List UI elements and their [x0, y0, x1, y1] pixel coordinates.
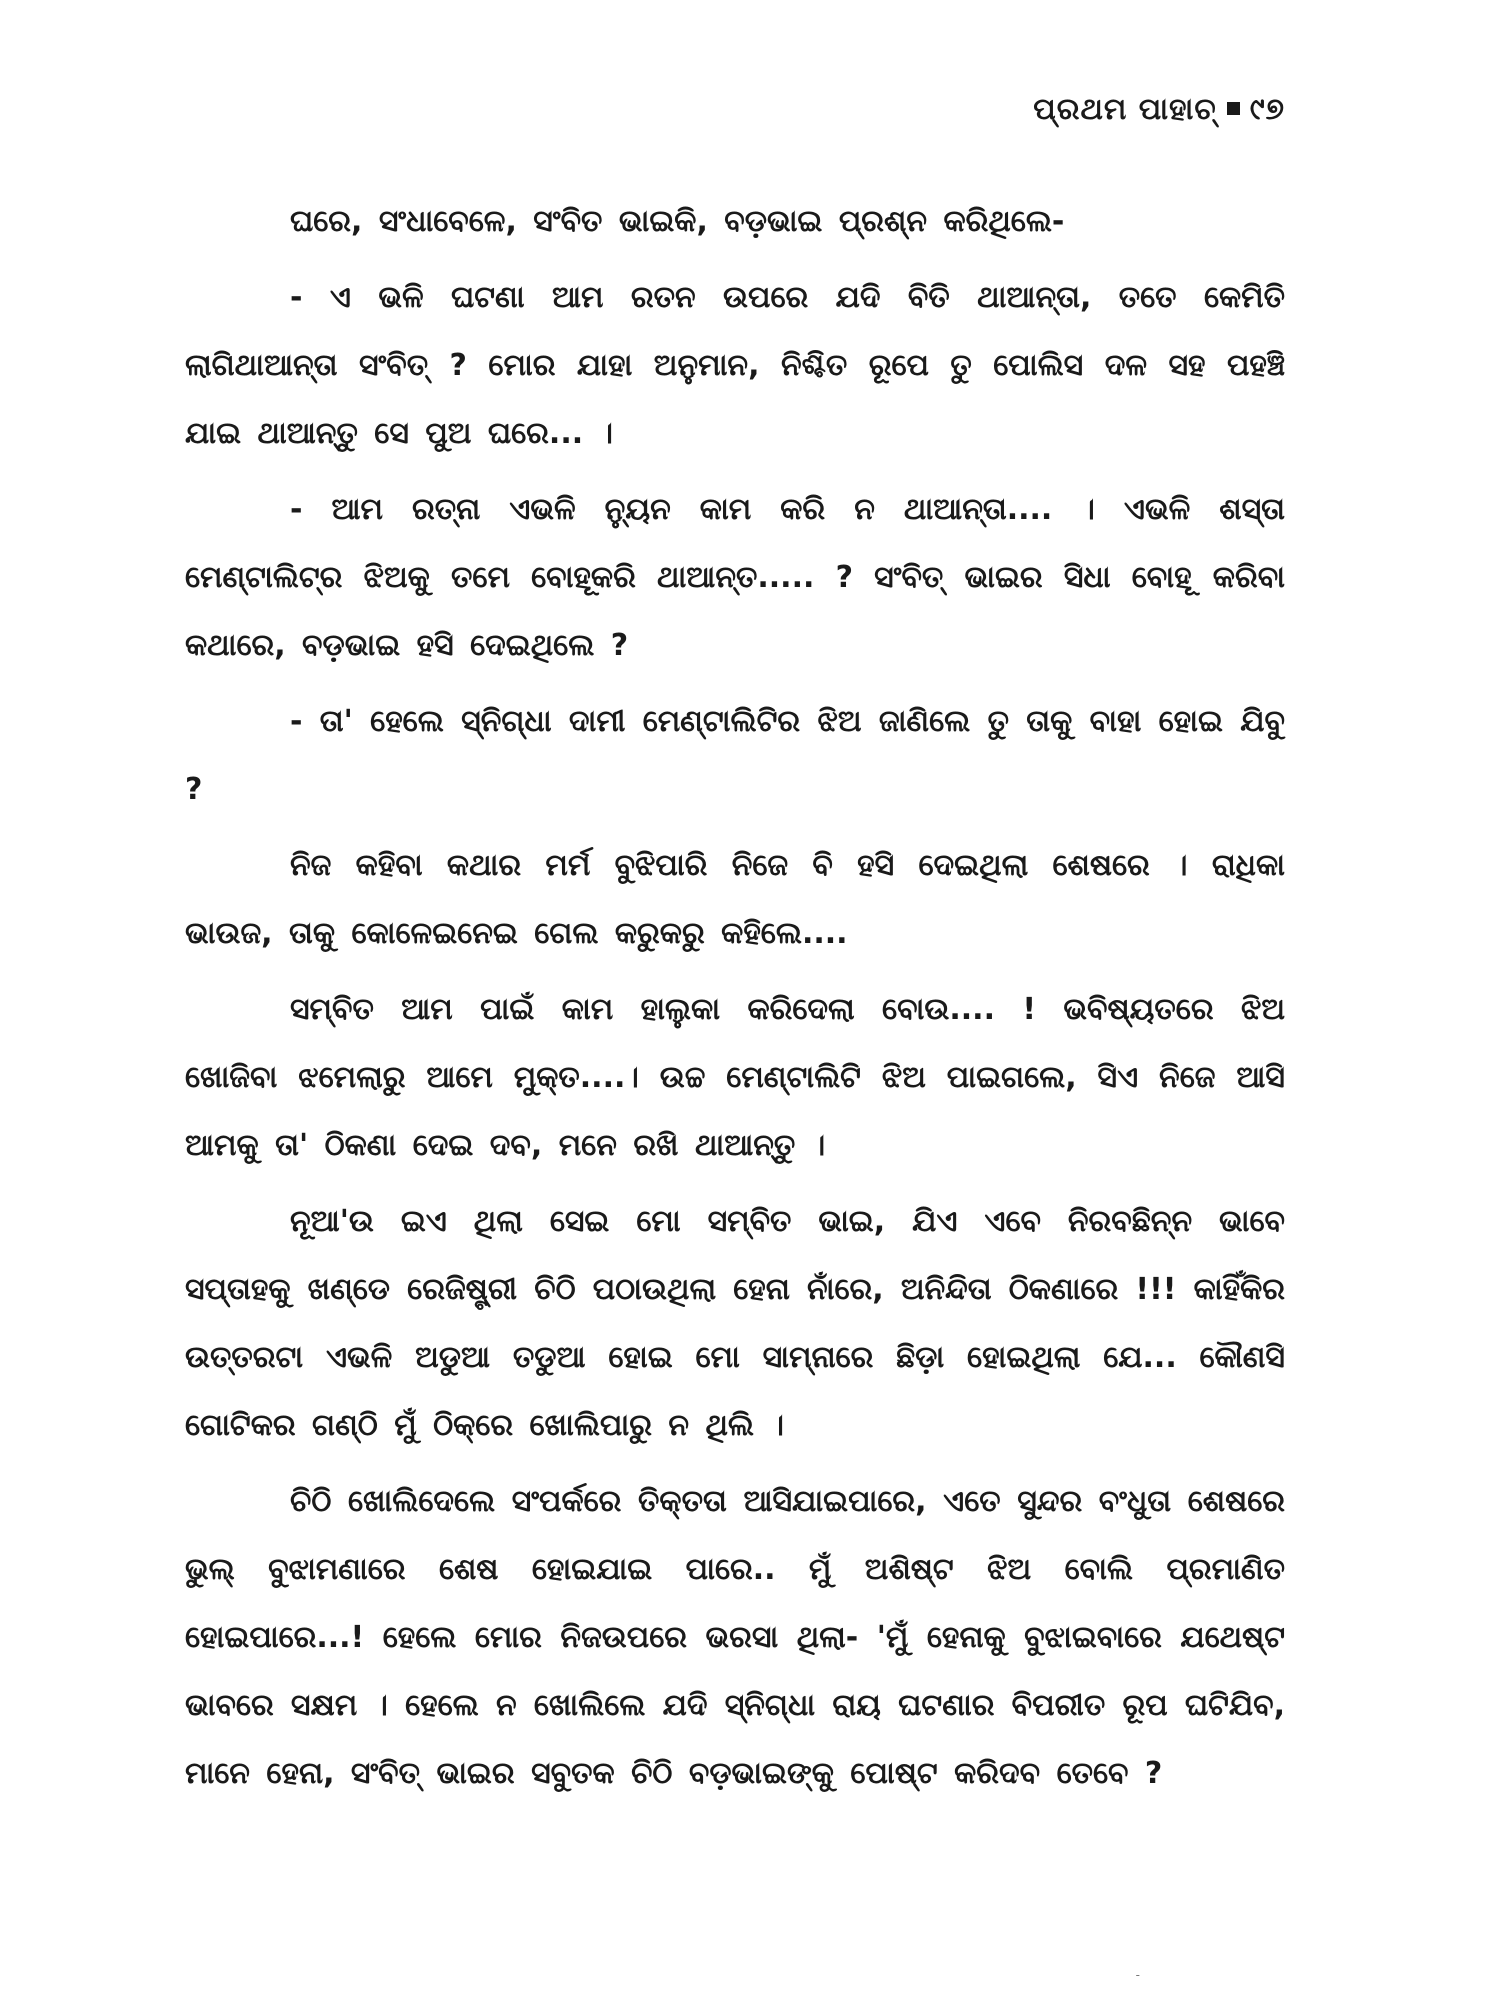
paragraph-4: - ତା' ହେଲେ ସ୍ନିଗ୍ଧା ଦାମୀ ମେଣ୍ଟାଲିଟିର ଝିଅ ଜାଣିଲେ ତୁ ତାକୁ ବାହା ହୋଇ ଯିବୁ ? — [185, 704, 1285, 807]
separator-square-icon — [1227, 102, 1240, 115]
paragraph-7: ନୂଆ'ଉ ଇଏ ଥିଲା ସେଇ ମୋ ସମ୍ବିତ ଭାଇ, ଯିଏ ଏବେ ନିରବଛିନ୍ନ ଭାବେ ସପ୍ତାହକୁ ଖଣ୍ଡେ ରେଜିଷ୍ଟ୍ରୀ ଚିଠି ପଠାଉଥିଲା ହେନା ନାଁରେ, ଅନିନ୍ଦିତା ଠିକଣାରେ !!! କାହିଁକିର ଉତ୍ତରଟା ଏଭଳି ଅଡୁଆ ତଡୁଆ ହୋଇ ମୋ ସାମ୍ନାରେ ଛିଡ଼ା ହୋଇଥିଲା ଯେ... କୌଣସି ଗୋଟିକର ଗଣ୍ଠି ମୁଁ ଠିକ୍‌ରେ ଖୋଲିପାରୁ ନ ଥିଲି । — [185, 1204, 1285, 1443]
paragraph-2: - ଏ ଭଳି ଘଟଣା ଆମ ରତନ ଉପରେ ଯଦି ବିତି ଥାଆନ୍ତା, ତତେ କେମିତି ଲାଗିଥାଆନ୍ତା ସଂବିତ୍ ? ମୋର ଯାହା ଅନୁମାନ, ନିଶ୍ଚିତ ରୂପେ ତୁ ପୋଲିସ ଦଳ ସହ ପହଞ୍ଚି ଯାଇ ଥାଆନ୍ତୁ ସେ ପୁଅ ଘରେ... । — [185, 280, 1285, 451]
page-body-text — [185, 188, 1285, 1816]
paragraph-6: ସମ୍ବିତ ଆମ ପାଇଁ କାମ ହାଲୁକା କରିଦେଲା ବୋଉ.... ! ଭବିଷ୍ୟତରେ ଝିଅ ଖୋଜିବା ଝମେଲାରୁ ଆମେ ମୁକ୍ତ....। ଉଚ୍ଚ ମେଣ୍ଟାଲିଟି ଝିଅ ପାଇଗଲେ, ସିଏ ନିଜେ ଆସି ଆମକୁ ତା' ଠିକଣା ଦେଇ ଦବ, ମନେ ରଖି ଥାଆନ୍ତୁ । — [185, 992, 1285, 1163]
paragraph-3: - ଆମ ରତ୍ନା ଏଭଳି ନ୍ୟୁନ କାମ କରି ନ ଥାଆନ୍ତା.... । ଏଭଳି ଶସ୍ତା ମେଣ୍ଟାଲିଟ୍‌ର ଝିଅକୁ ତମେ ବୋହୂକରି ଥାଆନ୍ତ..... ? ସଂବିତ୍ ଭାଇର ସିଧା ବୋହୂ କରିବା କଥାରେ, ବଡ଼ଭାଇ ହସି ଦେଇଥିଲେ ? — [185, 492, 1285, 663]
chapter-title: ପ୍ରଥମ ପାହାଚ୍ — [1033, 92, 1217, 127]
running-header — [1033, 92, 1285, 127]
page-number: ୯୭ — [1249, 92, 1285, 127]
paragraph-5: ନିଜ କହିବା କଥାର ମର୍ମ ବୁଝିପାରି ନିଜେ ବି ହସି ଦେଇଥିଲା ଶେଷରେ । ରାଧିକା ଭାଉଜ, ତାକୁ କୋଳେଇନେଇ ଗେଲ କରୁକରୁ କହିଲେ.... — [185, 848, 1285, 951]
paragraph-8: ଚିଠି ଖୋଲିଦେଲେ ସଂପର୍କରେ ତିକ୍ତତା ଆସିଯାଇପାରେ, ଏତେ ସୁନ୍ଦର ବଂଧୁତା ଶେଷରେ ଭୁଲ୍ ବୁଝାମଣାରେ ଶେଷ ହୋଇଯାଇ ପାରେ.. ମୁଁ ଅଶିଷ୍ଟ ଝିଅ ବୋଲି ପ୍ରମାଣିତ ହୋଇପାରେ...! ହେଲେ ମୋର ନିଜଉପରେ ଭରସା ଥିଲା- 'ମୁଁ ହେନାକୁ ବୁଝାଇବାରେ ଯଥେଷ୍ଟ ଭାବରେ ସକ୍ଷମ । ହେଲେ ନ ଖୋଲିଲେ ଯଦି ସ୍ନିଗ୍ଧା ରାୟ ଘଟଣାର ବିପରୀତ ରୂପ ଘଟିଯିବ, ମାନେ ହେନା, ସଂବିତ୍ ଭାଇର ସବୁତକ ଚିଠି ବଡ଼ଭାଇଙ୍କୁ ପୋଷ୍ଟ କରିଦବ ତେବେ ? — [185, 1484, 1285, 1791]
paragraph-1: ଘରେ, ସଂଧାବେଳେ, ସଂବିତ ଭାଇକି, ବଡ଼ଭାଇ ପ୍ରଶ୍ନ କରିଥିଲେ- — [290, 204, 1065, 239]
footer-mark: - — [1135, 1968, 1140, 1982]
